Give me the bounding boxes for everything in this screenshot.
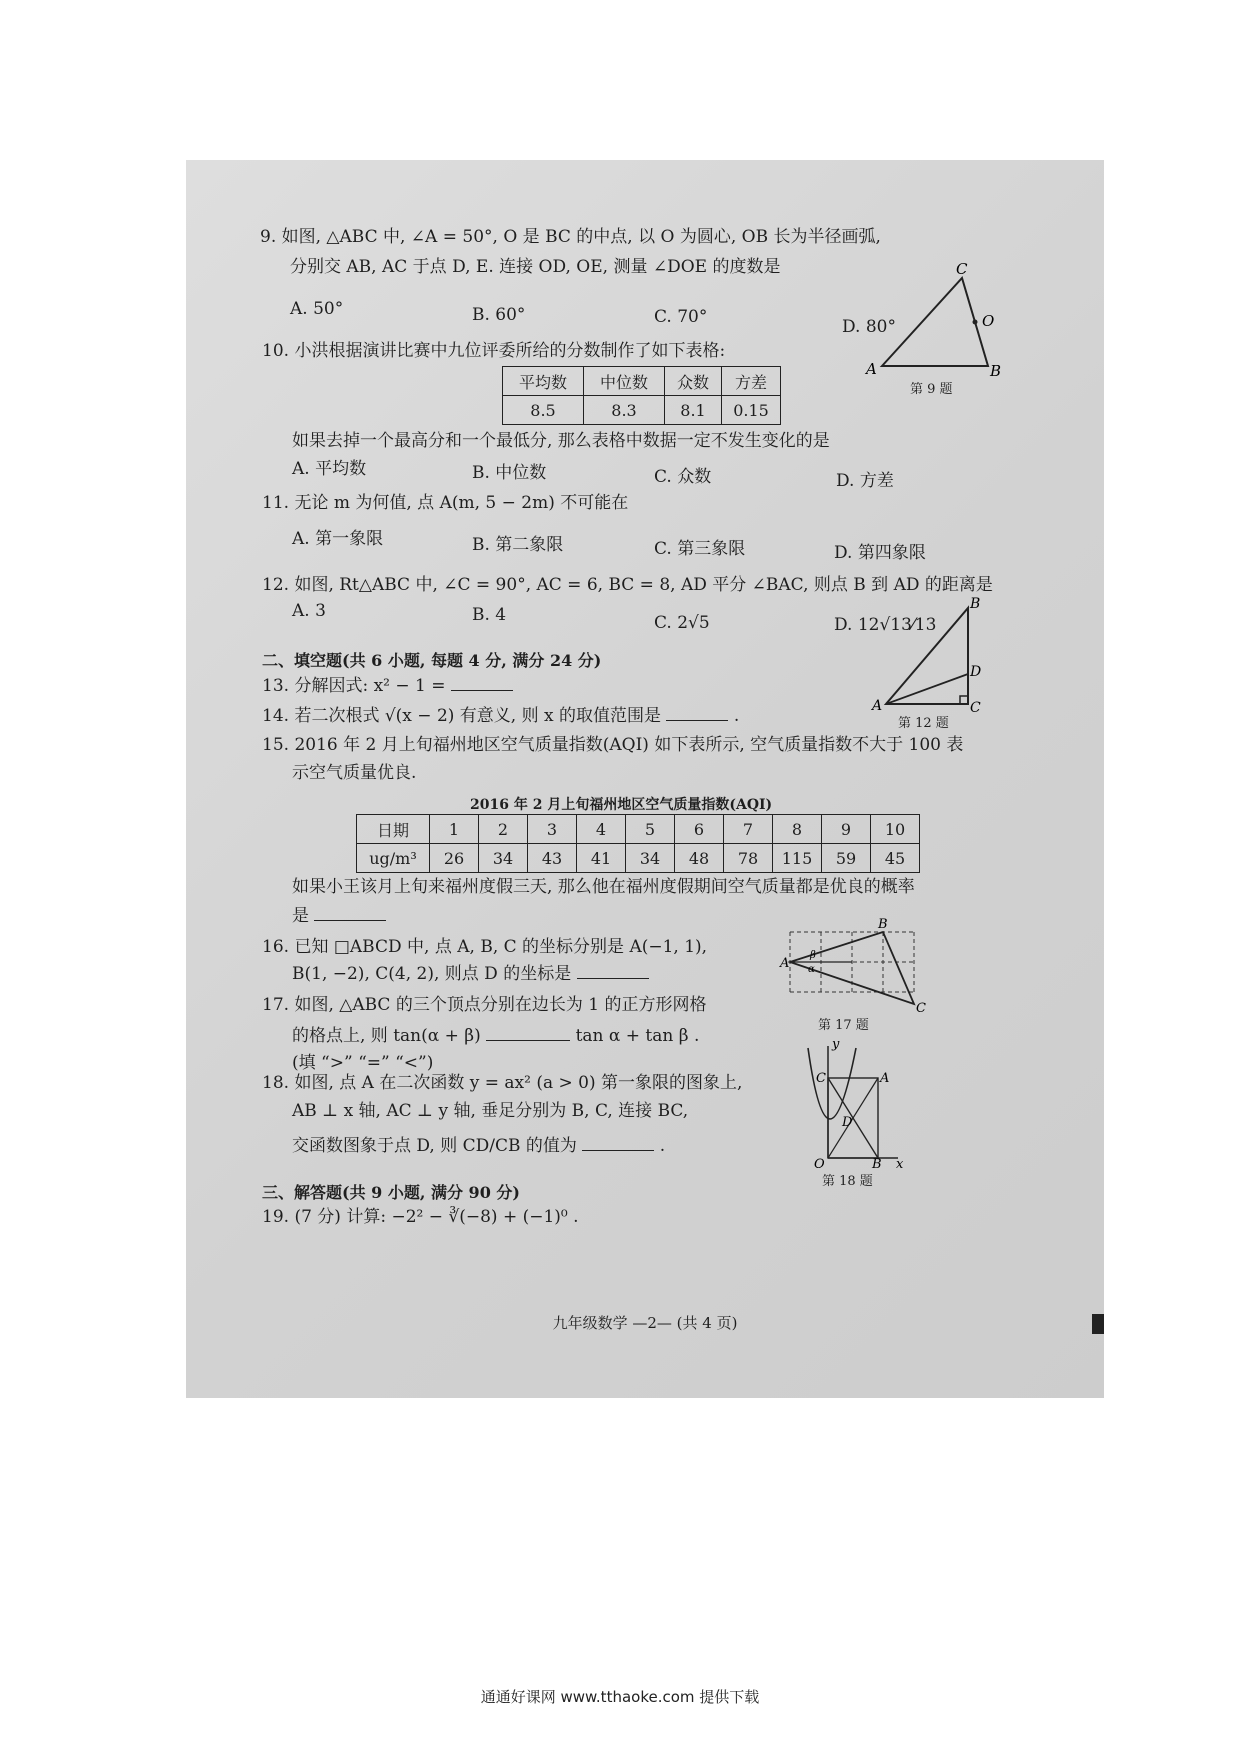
q12-triangle-figure — [870, 596, 980, 716]
q10-option-d: D. 方差 — [836, 471, 894, 491]
q15-row-label-date: 日期 — [357, 815, 430, 844]
q18-line2: AB ⊥ x 轴, AC ⊥ y 轴, 垂足分别为 B, C, 连接 BC, — [292, 1101, 689, 1121]
q15-aqi-cell: 78 — [724, 844, 773, 873]
q17-label-b: B — [878, 917, 888, 932]
q12-label-b: B — [970, 596, 981, 612]
page-number: 九年级数学 —2— (共 4 页) — [552, 1314, 738, 1332]
q10-header-median: 中位数 — [584, 367, 665, 396]
q12-label-a: A — [872, 698, 883, 714]
q18-label-b: B — [872, 1157, 882, 1172]
q15-aqi-cell: 34 — [626, 844, 675, 873]
q10-stem: 10. 小洪根据演讲比赛中九位评委所给的分数制作了如下表格: — [262, 341, 726, 361]
q13-text: 13. 分解因式: x² − 1 = — [262, 676, 446, 696]
q15-line1: 15. 2016 年 2 月上旬福州地区空气质量指数(AQI) 如下表所示, 空气质量指数不大于 100 表 — [262, 735, 964, 755]
q18-line3-text: 交函数图象于点 D, 则 CD/CB 的值为 — [292, 1136, 577, 1156]
q15-date-cell: 6 — [675, 815, 724, 844]
q14-answer-blank[interactable] — [666, 704, 728, 721]
q18-label-x: x — [896, 1157, 904, 1172]
q14-text: 14. 若二次根式 √(x − 2) 有意义, 则 x 的取值范围是 — [262, 706, 662, 726]
q18-label-d: D — [842, 1115, 853, 1130]
q15-aqi-table — [356, 814, 920, 873]
q10-value-median: 8.3 — [584, 396, 665, 425]
q12-option-d: D. 12√13⁄13 — [834, 615, 937, 635]
q17-caption: 第 17 题 — [818, 1018, 869, 1033]
q16-line2 — [292, 962, 649, 985]
q16-line2-text: B(1, −2), C(4, 2), 则点 D 的坐标是 — [292, 964, 572, 984]
q9-triangle-figure — [860, 260, 1010, 384]
q13-stem — [262, 674, 513, 697]
q18-label-c: C — [816, 1071, 826, 1086]
q15-line3: 如果小王该月上旬来福州度假三天, 那么他在福州度假期间空气质量都是优良的概率 — [292, 877, 915, 897]
q18-label-a: A — [880, 1071, 890, 1086]
q18-parabola-figure — [800, 1037, 910, 1172]
q15-line4 — [292, 904, 386, 927]
q17-label-alpha: α — [808, 964, 815, 975]
q15-aqi-cell: 45 — [871, 844, 920, 873]
q17-line3: (填 “>” “=” “<”) — [292, 1053, 434, 1073]
q12-right-angle-mark — [960, 696, 968, 704]
q15-aqi-cell: 41 — [577, 844, 626, 873]
q15-line4-text: 是 — [292, 906, 309, 926]
q10-header-mode: 众数 — [665, 367, 722, 396]
q9-caption: 第 9 题 — [910, 382, 953, 397]
section2-heading: 二、填空题(共 6 小题, 每题 4 分, 满分 24 分) — [262, 651, 602, 670]
q9-option-c: C. 70° — [654, 307, 708, 327]
q11-stem: 11. 无论 m 为何值, 点 A(m, 5 − 2m) 不可能在 — [262, 493, 629, 513]
q16-line1: 16. 已知 □ABCD 中, 点 A, B, C 的坐标分别是 A(−1, 1), — [262, 937, 708, 957]
q10-value-variance: 0.15 — [722, 396, 781, 425]
q15-date-cell: 9 — [822, 815, 871, 844]
q15-date-cell: 8 — [773, 815, 822, 844]
q15-date-cell: 10 — [871, 815, 920, 844]
q9-option-b: B. 60° — [472, 305, 526, 325]
q13-answer-blank[interactable] — [451, 674, 513, 691]
q17-label-beta: β — [810, 950, 816, 961]
q17-line2 — [292, 1024, 699, 1047]
q12-label-c: C — [970, 700, 981, 716]
q15-date-cell: 7 — [724, 815, 773, 844]
q15-answer-blank[interactable] — [314, 904, 386, 921]
scan-edge-mark — [1092, 1314, 1104, 1334]
q11-option-b: B. 第二象限 — [472, 535, 564, 555]
q9-label-o: O — [982, 312, 995, 330]
q9-label-a: A — [866, 360, 877, 378]
q12-option-b: B. 4 — [472, 605, 507, 625]
q18-line1: 18. 如图, 点 A 在二次函数 y = ax² (a > 0) 第一象限的图象上, — [262, 1073, 743, 1093]
q15-date-cell: 4 — [577, 815, 626, 844]
q9-label-b: B — [990, 362, 1002, 380]
q10-option-a: A. 平均数 — [292, 459, 367, 479]
q15-date-cell: 3 — [528, 815, 577, 844]
q17-line1: 17. 如图, △ABC 的三个顶点分别在边长为 1 的正方形网格 — [262, 995, 707, 1015]
q18-answer-blank[interactable] — [582, 1134, 654, 1151]
q15-date-cell: 2 — [479, 815, 528, 844]
q18-label-o: O — [814, 1157, 825, 1172]
section3-heading: 三、解答题(共 9 小题, 满分 90 分) — [262, 1183, 520, 1202]
q12-option-c: C. 2√5 — [654, 613, 710, 633]
q9-line1: 9. 如图, △ABC 中, ∠A = 50°, O 是 BC 的中点, 以 O 为圆心, OB 长为半径画弧, — [260, 227, 881, 247]
q15-aqi-cell: 115 — [773, 844, 822, 873]
q18-line3 — [292, 1134, 665, 1157]
q10-option-b: B. 中位数 — [472, 463, 547, 483]
q15-date-cell: 1 — [430, 815, 479, 844]
q15-aqi-cell: 48 — [675, 844, 724, 873]
q9-point-o — [973, 320, 978, 325]
q9-option-d: D. 80° — [842, 317, 896, 337]
q9-line2: 分别交 AB, AC 于点 D, E. 连接 OD, OE, 测量 ∠DOE 的度数是 — [290, 257, 781, 277]
q10-header-variance: 方差 — [722, 367, 781, 396]
q15-aqi-cell: 26 — [430, 844, 479, 873]
q19-stem: 19. (7 分) 计算: −2² − ∛(−8) + (−1)⁰ . — [262, 1207, 579, 1227]
q17-line2-pre: 的格点上, 则 tan(α + β) — [292, 1026, 481, 1046]
q12-caption: 第 12 题 — [898, 716, 949, 731]
q18-line3-post: . — [659, 1136, 666, 1156]
q10-line2: 如果去掉一个最高分和一个最低分, 那么表格中数据一定不发生变化的是 — [292, 431, 830, 451]
q10-option-c: C. 众数 — [654, 467, 712, 487]
q11-option-c: C. 第三象限 — [654, 539, 746, 559]
q15-date-cell: 5 — [626, 815, 675, 844]
download-footer: 通通好课网 www.tthaoke.com 提供下载 — [480, 1688, 760, 1706]
q14-period: . — [733, 706, 740, 726]
q18-label-y: y — [832, 1037, 840, 1052]
q15-aqi-cell: 34 — [479, 844, 528, 873]
q15-line2: 示空气质量优良. — [292, 763, 417, 783]
q17-grid-figure — [780, 914, 930, 1014]
q17-label-c: C — [916, 1001, 926, 1016]
q10-stats-table — [502, 366, 781, 425]
q15-row-label-unit: ug/m³ — [357, 844, 430, 873]
q11-option-d: D. 第四象限 — [834, 543, 926, 563]
q15-table-title: 2016 年 2 月上旬福州地区空气质量指数(AQI) — [470, 797, 773, 813]
q14-stem — [262, 704, 739, 727]
q17-label-a: A — [780, 956, 790, 971]
q16-answer-blank[interactable] — [577, 962, 649, 979]
q18-caption: 第 18 题 — [822, 1174, 873, 1189]
q9-label-c: C — [956, 260, 968, 278]
q12-option-a: A. 3 — [292, 601, 326, 621]
q12-stem: 12. 如图, Rt△ABC 中, ∠C = 90°, AC = 6, BC = 8, AD 平分 ∠BAC, 则点 B 到 AD 的距离是 — [262, 575, 993, 595]
q10-value-mean: 8.5 — [503, 396, 584, 425]
q10-header-mean: 平均数 — [503, 367, 584, 396]
q15-aqi-cell: 43 — [528, 844, 577, 873]
q11-option-a: A. 第一象限 — [292, 529, 384, 549]
q17-answer-blank[interactable] — [486, 1024, 570, 1041]
q17-line2-post: tan α + tan β . — [575, 1026, 700, 1046]
q12-label-d: D — [970, 664, 982, 680]
q10-value-mode: 8.1 — [665, 396, 722, 425]
q9-option-a: A. 50° — [290, 299, 344, 319]
q15-aqi-cell: 59 — [822, 844, 871, 873]
q9-triangle — [882, 278, 988, 366]
